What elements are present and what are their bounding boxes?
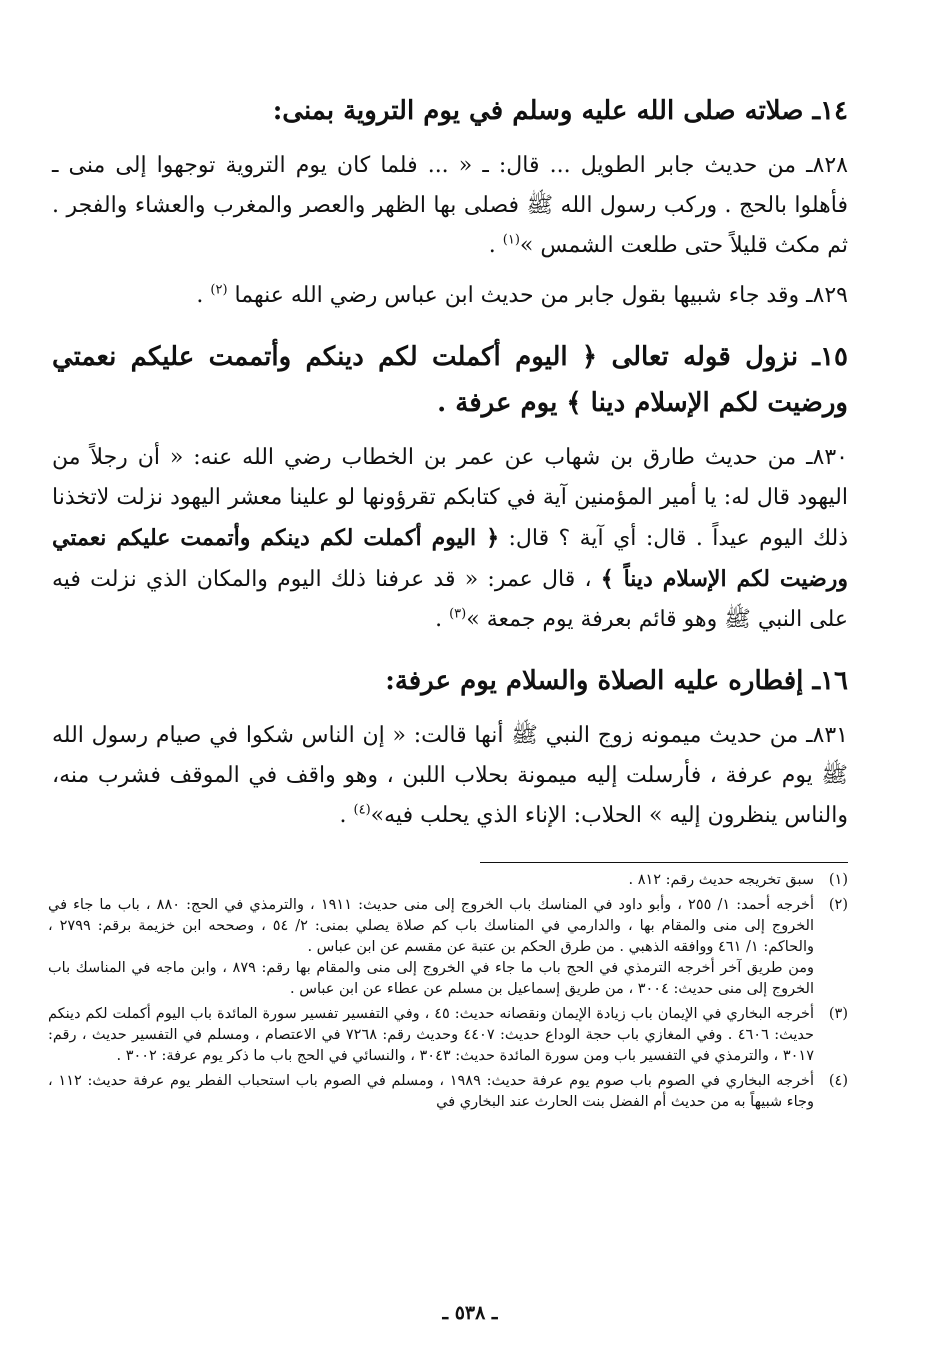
footnote-text: ومن طريق آخر أخرجه الترمذي في الحج باب ما جاء في الخروج إلى منى والمقام بها رقم: ٨٧٩ ، وابن ماجه في المناسك باب الخروج إلى منى حديث: ٣٠٠٤ ، من طريق إسماعيل بن مسلم عن عطاء عن ابن عباس . [48, 960, 814, 997]
hadith-830-text-a: ٨٣٠ـ من حديث طارق بن شهاب عن عمر بن الخطاب رضي الله عنه: « أن رجلاً من اليهود قال له: يا أمير المؤمنين آية في كتابكم تقرؤونها لو علينا معشر اليهود نزلت لاتخذنا ذلك اليوم عيداً . قال: أي آية ؟ قال: [52, 445, 848, 551]
footnote-separator [480, 862, 848, 863]
footnote-2 [48, 895, 848, 1000]
footnote-ref-4: (٤) [353, 802, 371, 818]
footnote-ref-2: (٢) [210, 282, 228, 298]
hadith-829: ٨٢٩ـ وقد جاء شبيها بقول جابر من حديث ابن عباس رضي الله عنهما $^{(٢)}$ . [196, 282, 848, 308]
footnote-ref-1: (١) [502, 232, 520, 248]
footnote-text: أخرجه البخاري في الصوم باب صوم يوم عرفة حديث: ١٩٨٩ ، ومسلم في الصوم باب استحباب الفطر يوم عرفة حديث: ١١٢ ، وجاء شبيهاً به من حديث أم الفضل بنت الحارث عند البخاري في [48, 1073, 814, 1110]
footnote-3 [48, 1004, 848, 1067]
section-heading-16: ١٦ـ إفطاره عليه الصلاة والسلام يوم عرفة: [385, 666, 848, 696]
footnote-number: (٣) [828, 1006, 848, 1022]
section-heading-15: ١٥ـ نزول قوله تعالى ﴿ اليوم أكملت لكم دينكم وأتممت عليكم نعمتي ورضيت لكم الإسلام دينا ﴾ يوم عرفة . [52, 342, 848, 418]
footnote-1 [48, 870, 848, 891]
footnote-text: سبق تخريجه حديث رقم: ٨١٢ . [628, 872, 814, 888]
section-heading-14: ١٤ـ صلاته صلى الله عليه وسلم في يوم التروية بمنى: [272, 96, 848, 126]
footnotes [48, 870, 848, 1117]
footnote-text: أخرجه البخاري في الإيمان باب زيادة الإيمان ونقصانه حديث: ٤٥ ، وفي التفسير تفسير سورة المائدة باب اليوم أكملت لكم دينكم حديث: ٤٦٠٦ . وفي المغازي باب حجة الوداع حديث: ٤٤٠٧ وحديث رقم: ٧٢٦٨ في الاعتصام ، ومسلم في التفسير حديث ، رقم: ٣٠١٧ ، والترمذي في التفسير باب ومن سورة المائدة حديث: ٣٠٤٣ ، والنسائي في الحج باب ما ذكر يوم عرفة: ٣٠٠٢ . [48, 1006, 814, 1064]
footnote-number: (١) [828, 872, 848, 888]
hadith-828-text: ٨٢٨ـ من حديث جابر الطويل ... قال: ـ « ... فلما كان يوم التروية توجهوا إلى منى ـ فأهلوا بالحج . وركب رسول الله ﷺ فصلى بها الظهر والعصر والمغرب والعشاء والفجر . ثم مكث قليلاً حتى طلعت الشمس » [52, 153, 848, 258]
footnote-ref-3: (٣) [449, 606, 467, 622]
hadith-830: ٨٣٠ـ من حديث طارق بن شهاب عن عمر بن الخطاب رضي الله عنه: « أن رجلاً من اليهود قال له: يا أمير المؤمنين آية في كتابكم تقرؤونها لو علينا معشر اليهود نزلت لاتخذنا ذلك اليوم عيداً . قال: أي آية ؟ قال: ﴿ اليوم أكملت لكم دينكم وأتممت عليكم نعمتي ورضيت لكم الإسلام ديناً ﴾ ، قال عمر: « قد عرفنا ذلك اليوم والمكان الذي نزلت فيه على النبي ﷺ وهو قائم بعرفة يوم جمعة »$^{(٣)}$ . [52, 445, 849, 632]
footnote-text: أخرجه أحمد: ١/ ٢٥٥ ، وأبو داود في المناسك باب الخروج إلى منى حديث: ١٩١١ ، والترمذي في الحج: ٨٨٠ ، باب ما جاء في الخروج إلى منى والمقام بها ، والدارمي في المناسك باب كم صلاة يصلي بمنى: ٢/ ٥٤ ، وصححه ابن خزيمة برقم: ٢٧٩٩ ، والحاكم: ١/ ٤٦١ ووافقه الذهبي . من طرق الحكم بن عتبة عن مقسم عن ابن عباس . [48, 897, 814, 955]
footnote-number: (٢) [828, 897, 848, 913]
footnote-4 [48, 1071, 848, 1113]
hadith-829-text: ٨٢٩ـ وقد جاء شبيها بقول جابر من حديث ابن عباس رضي الله عنهما [234, 283, 848, 308]
quran-verse: ﴿ اليوم أكملت لكم دينكم وأتممت عليكم نعمتي ورضيت لكم الإسلام ديناً ﴾ [52, 525, 849, 592]
footnote-number: (٤) [828, 1073, 848, 1089]
hadith-831: ٨٣١ـ من حديث ميمونه زوج النبي ﷺ أنها قالت: « إن الناس شكوا في صيام رسول الله ﷺ يوم عرفة ، فأرسلت إليه ميمونة بحلاب اللبن ، وهو واقف في الموقف فشرب منه، والناس ينظرون إليه » الحلاب: الإناء الذي يحلب فيه»$^{(٤)}$ . [52, 723, 848, 828]
hadith-830-text-b: ، قال عمر: « قد عرفنا ذلك اليوم والمكان الذي نزلت فيه على النبي ﷺ وهو قائم بعرفة يوم جمعة » [52, 567, 848, 632]
page-number: ـ ٥٣٨ ـ [442, 1302, 498, 1324]
hadith-831-text: ٨٣١ـ من حديث ميمونه زوج النبي ﷺ أنها قالت: « إن الناس شكوا في صيام رسول الله ﷺ يوم عرفة ، فأرسلت إليه ميمونة بحلاب اللبن ، وهو واقف في الموقف فشرب منه، والناس ينظرون إليه » الحلاب: الإناء الذي يحلب فيه» [52, 723, 848, 828]
hadith-828: ٨٢٨ـ من حديث جابر الطويل ... قال: ـ « ... فلما كان يوم التروية توجهوا إلى منى ـ فأهلوا بالحج . وركب رسول الله ﷺ فصلى بها الظهر والعصر والمغرب والعشاء والفجر . ثم مكث قليلاً حتى طلعت الشمس »$^{(١)}$ . [52, 153, 848, 258]
